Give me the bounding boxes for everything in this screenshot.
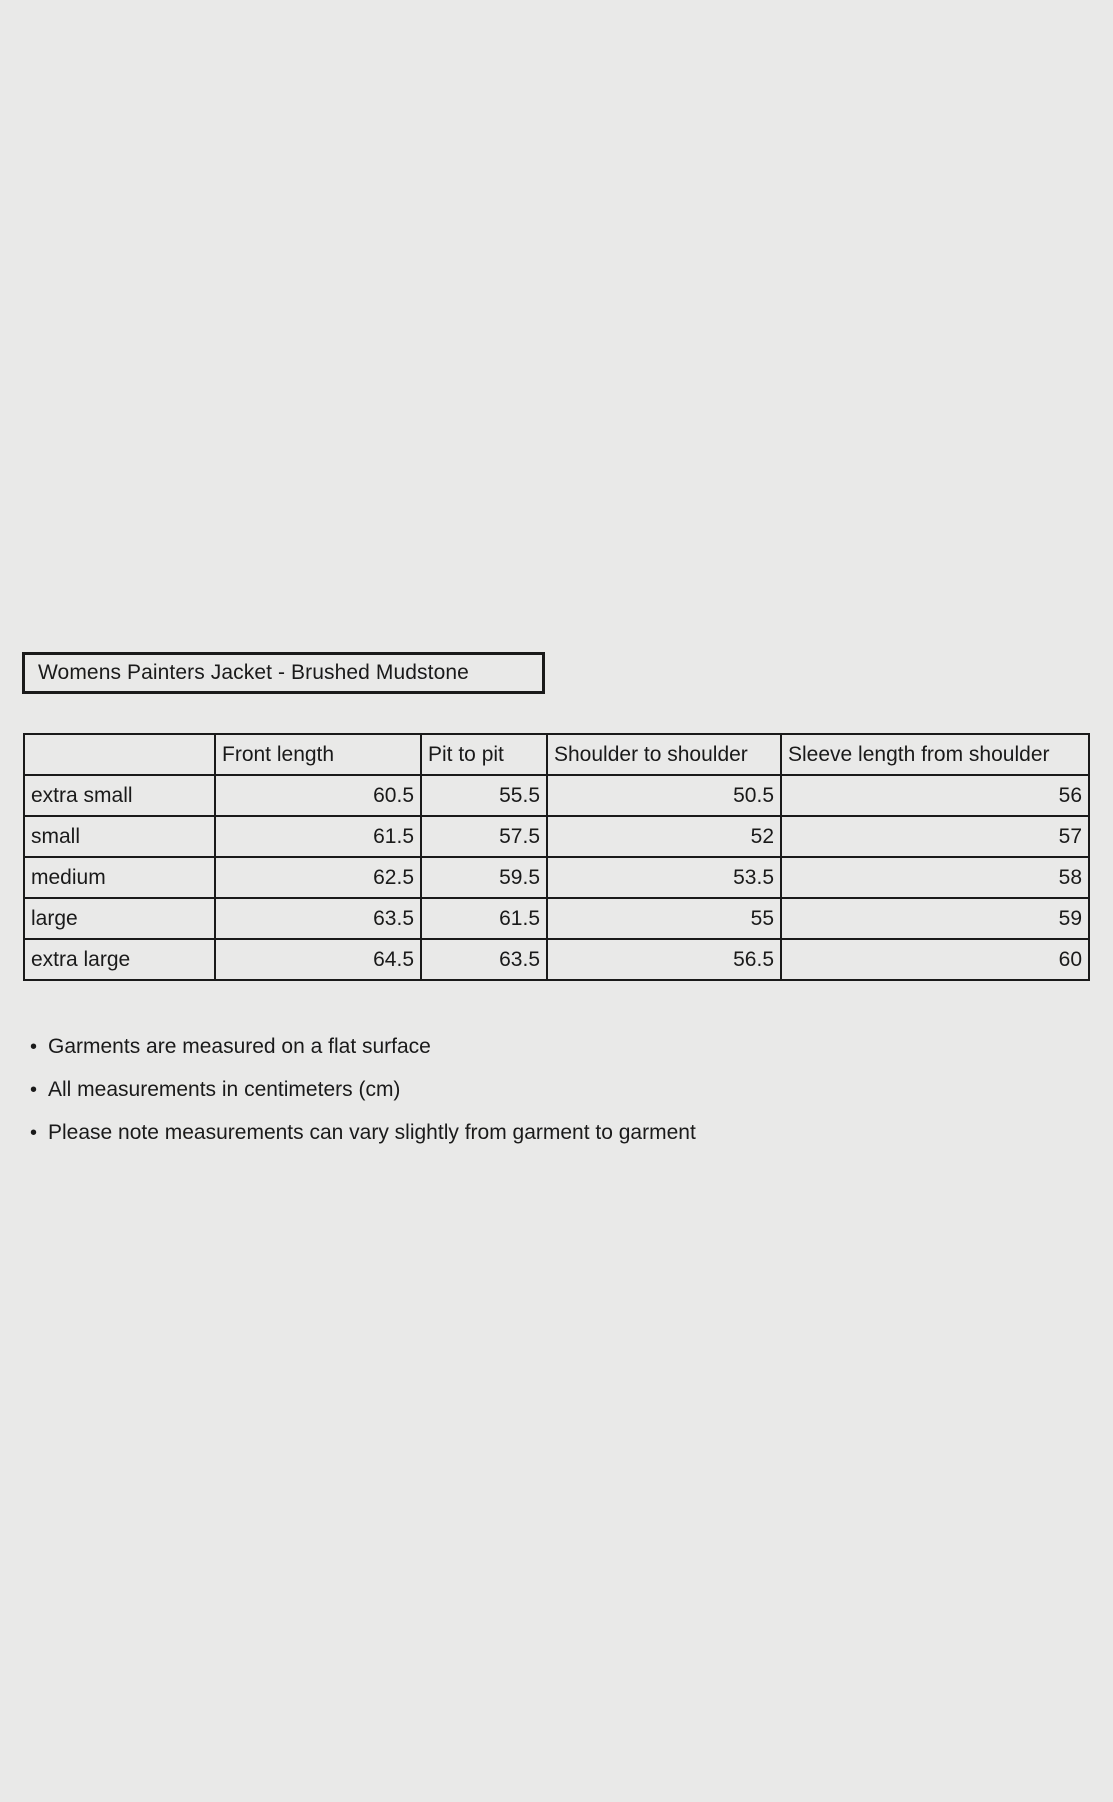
- front-length-value: 63.5: [215, 898, 421, 939]
- sleeve-length-value: 59: [781, 898, 1089, 939]
- pit-to-pit-value: 61.5: [421, 898, 547, 939]
- size-label: large: [24, 898, 215, 939]
- table-row-small: [24, 816, 1089, 857]
- note-item: [30, 1079, 696, 1101]
- pit-to-pit-value: 57.5: [421, 816, 547, 857]
- title-box: [22, 652, 545, 694]
- sleeve-length-value: 60: [781, 939, 1089, 980]
- note-text: All measurements in centimeters (cm): [48, 1078, 401, 1101]
- size-chart-table: [23, 733, 1090, 981]
- pit-to-pit-value: 59.5: [421, 857, 547, 898]
- size-label: medium: [24, 857, 215, 898]
- bullet-icon: •: [30, 1036, 38, 1058]
- header-sleeve-length-from-shoulder: Sleeve length from shoulder: [781, 734, 1089, 775]
- sleeve-length-value: 56: [781, 775, 1089, 816]
- front-length-value: 61.5: [215, 816, 421, 857]
- front-length-value: 60.5: [215, 775, 421, 816]
- front-length-value: 64.5: [215, 939, 421, 980]
- note-text: Please note measurements can vary slightly from garment to garment: [48, 1121, 696, 1144]
- header-shoulder-to-shoulder: Shoulder to shoulder: [547, 734, 781, 775]
- size-label: extra small: [24, 775, 215, 816]
- table-row-medium: [24, 857, 1089, 898]
- shoulder-to-shoulder-value: 52: [547, 816, 781, 857]
- header-pit-to-pit: Pit to pit: [421, 734, 547, 775]
- table-row-extra-large: [24, 939, 1089, 980]
- notes-list: [30, 1036, 696, 1165]
- sleeve-length-value: 57: [781, 816, 1089, 857]
- bullet-icon: •: [30, 1079, 38, 1101]
- pit-to-pit-value: 63.5: [421, 939, 547, 980]
- shoulder-to-shoulder-value: 56.5: [547, 939, 781, 980]
- table-row-extra-small: [24, 775, 1089, 816]
- pit-to-pit-value: 55.5: [421, 775, 547, 816]
- size-label: small: [24, 816, 215, 857]
- note-item: [30, 1036, 696, 1058]
- bullet-icon: •: [30, 1122, 38, 1144]
- table-header-row: [24, 734, 1089, 775]
- header-front-length: Front length: [215, 734, 421, 775]
- note-item: [30, 1122, 696, 1144]
- table-row-large: [24, 898, 1089, 939]
- sleeve-length-value: 58: [781, 857, 1089, 898]
- header-size: [24, 734, 215, 775]
- product-title: Womens Painters Jacket - Brushed Mudstone: [38, 661, 469, 684]
- front-length-value: 62.5: [215, 857, 421, 898]
- note-text: Garments are measured on a flat surface: [48, 1035, 431, 1058]
- shoulder-to-shoulder-value: 53.5: [547, 857, 781, 898]
- shoulder-to-shoulder-value: 55: [547, 898, 781, 939]
- shoulder-to-shoulder-value: 50.5: [547, 775, 781, 816]
- size-label: extra large: [24, 939, 215, 980]
